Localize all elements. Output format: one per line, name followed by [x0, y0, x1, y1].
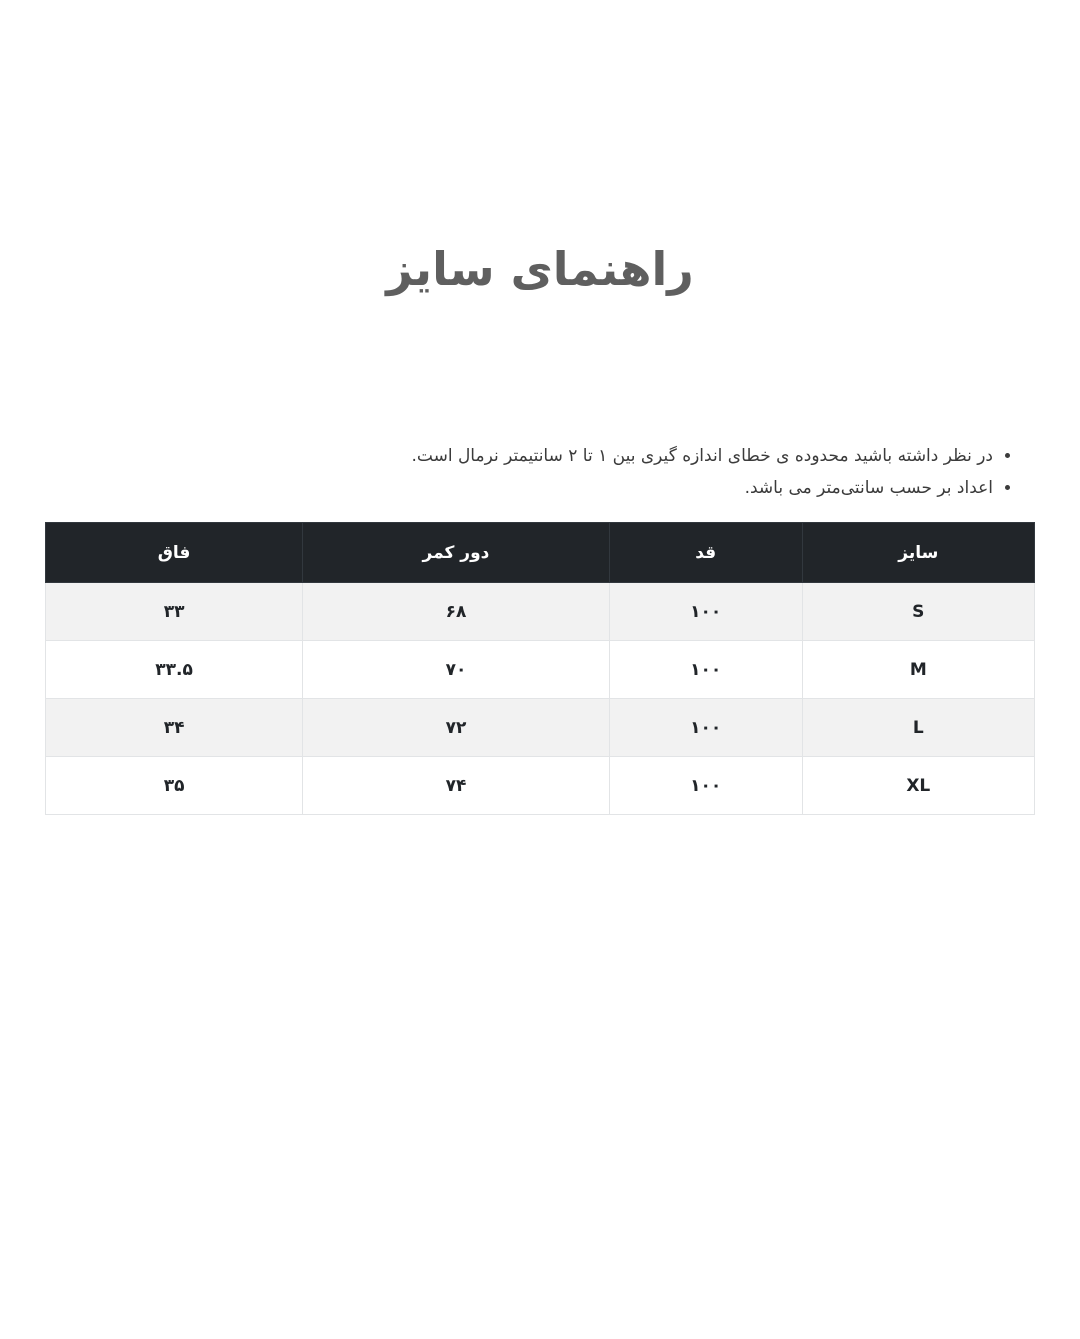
table-row [46, 641, 1035, 699]
table-header-row [46, 523, 1035, 583]
cell-waist: ۷۰ [303, 641, 610, 699]
table-row [46, 757, 1035, 815]
cell-length: ۱۰۰ [609, 699, 802, 757]
column-header-size: سایز [802, 523, 1034, 583]
cell-waist: ۶۸ [303, 583, 610, 641]
cell-rise: ۳۳ [46, 583, 303, 641]
cell-rise: ۳۵ [46, 757, 303, 815]
column-header-waist: دور کمر [303, 523, 610, 583]
column-header-rise: فاق [46, 523, 303, 583]
note-item: • در نظر داشته باشید محدوده ی خطای اندازه گیری بین ۱ تا ۲ سانتیمتر نرمال است. [45, 440, 993, 472]
cell-size: XL [802, 757, 1034, 815]
cell-waist: ۷۴ [303, 757, 610, 815]
size-guide-section [45, 0, 1035, 815]
cell-size: S [802, 583, 1034, 641]
size-guide-table [45, 522, 1035, 815]
table-row [46, 583, 1035, 641]
cell-size: L [802, 699, 1034, 757]
column-header-length: قد [609, 523, 802, 583]
table-row [46, 699, 1035, 757]
page-title: راهنمای سایز [386, 242, 694, 296]
cell-rise: ۳۳.۵ [46, 641, 303, 699]
cell-waist: ۷۲ [303, 699, 610, 757]
note-item: • اعداد بر حسب سانتی‌متر می باشد. [45, 472, 993, 504]
cell-length: ۱۰۰ [609, 757, 802, 815]
cell-length: ۱۰۰ [609, 583, 802, 641]
cell-rise: ۳۴ [46, 699, 303, 757]
cell-size: M [802, 641, 1034, 699]
notes-list [45, 440, 1035, 504]
cell-length: ۱۰۰ [609, 641, 802, 699]
